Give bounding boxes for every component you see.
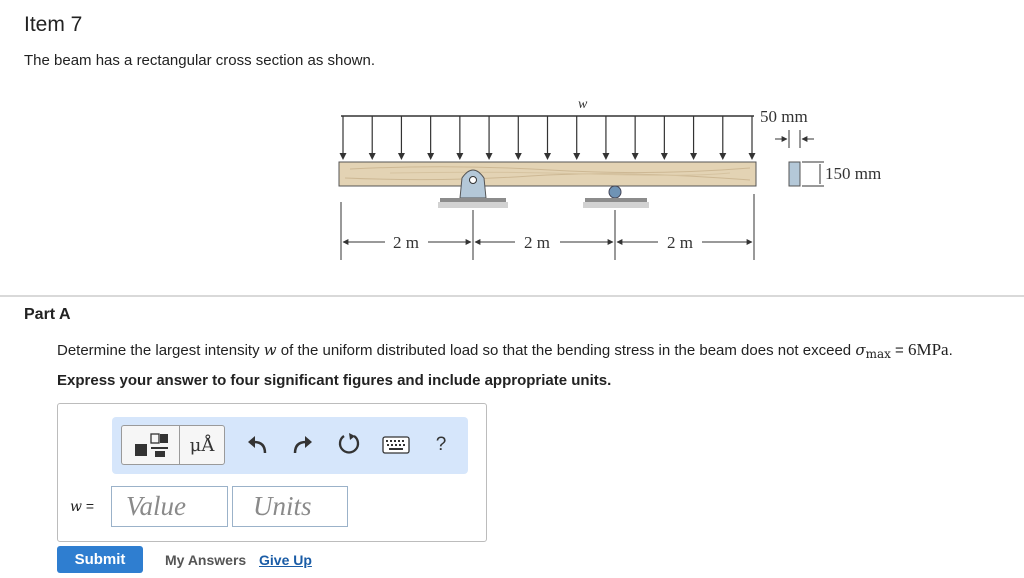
distributed-load (340, 116, 756, 160)
answer-variable-label (70, 498, 94, 515)
sigma-symbol: σ (855, 341, 866, 359)
answer-equals: = (81, 498, 95, 514)
templates-icon (131, 430, 171, 460)
load-label: w (578, 97, 588, 112)
part-label: Part A (24, 306, 71, 323)
redo-icon (291, 433, 315, 457)
question-pre: Determine the largest intensity (57, 342, 264, 359)
item-title: Item 7 (24, 13, 83, 36)
beam-figure (330, 92, 830, 267)
undo-icon (245, 433, 269, 457)
cross-section (760, 107, 824, 186)
roller-support (583, 186, 649, 208)
keyboard-icon (382, 436, 410, 454)
answer-instruction: Express your answer to four significant figures and include appropriate units. (57, 372, 612, 389)
load-arrowhead (369, 153, 376, 160)
section-divider (0, 295, 1024, 297)
load-arrowhead (544, 153, 551, 160)
load-arrowhead (427, 153, 434, 160)
load-arrowhead (486, 153, 493, 160)
load-arrowhead (749, 153, 756, 160)
question-equals: = (890, 342, 908, 359)
submit-button[interactable]: Submit (57, 546, 143, 573)
load-arrowhead (515, 153, 522, 160)
reset-icon (336, 431, 362, 457)
value-input[interactable] (111, 486, 228, 527)
width-label: 50 mm (760, 107, 808, 126)
units-button[interactable]: μÅ (179, 425, 225, 465)
load-arrowhead (632, 153, 639, 160)
my-answers-label: My Answers (165, 552, 247, 568)
span-label-3: 2 m (667, 233, 693, 252)
reset-button[interactable] (335, 430, 363, 458)
load-arrowhead (456, 153, 463, 160)
question-end: . (948, 342, 953, 359)
sigma-subscript: max (865, 347, 891, 361)
load-arrowhead (398, 153, 405, 160)
give-up-link[interactable]: Give Up (259, 552, 312, 568)
answer-variable: w (70, 499, 82, 515)
problem-intro: The beam has a rectangular cross section as shown. (24, 52, 376, 69)
question-text (57, 340, 953, 360)
height-label-text: 150 mm (825, 164, 882, 183)
question-variable: w (263, 341, 277, 359)
question-mid: of the uniform distributed load so that the bending stress in the beam does not exceed (276, 342, 856, 359)
span-label-2: 2 m (524, 233, 550, 252)
load-arrowhead (340, 153, 347, 160)
units-input[interactable] (232, 486, 348, 527)
stress-limit: 6MPa (907, 340, 949, 359)
templates-button[interactable] (121, 425, 179, 465)
help-button[interactable]: ? (435, 434, 447, 455)
load-arrowhead (573, 153, 580, 160)
span-label-1: 2 m (393, 233, 419, 252)
load-arrowhead (690, 153, 697, 160)
keyboard-button[interactable] (382, 434, 410, 456)
undo-button[interactable] (244, 432, 270, 458)
load-arrowhead (719, 153, 726, 160)
load-arrowhead (661, 153, 668, 160)
redo-button[interactable] (290, 432, 316, 458)
beam (339, 162, 756, 186)
load-arrowhead (602, 153, 609, 160)
